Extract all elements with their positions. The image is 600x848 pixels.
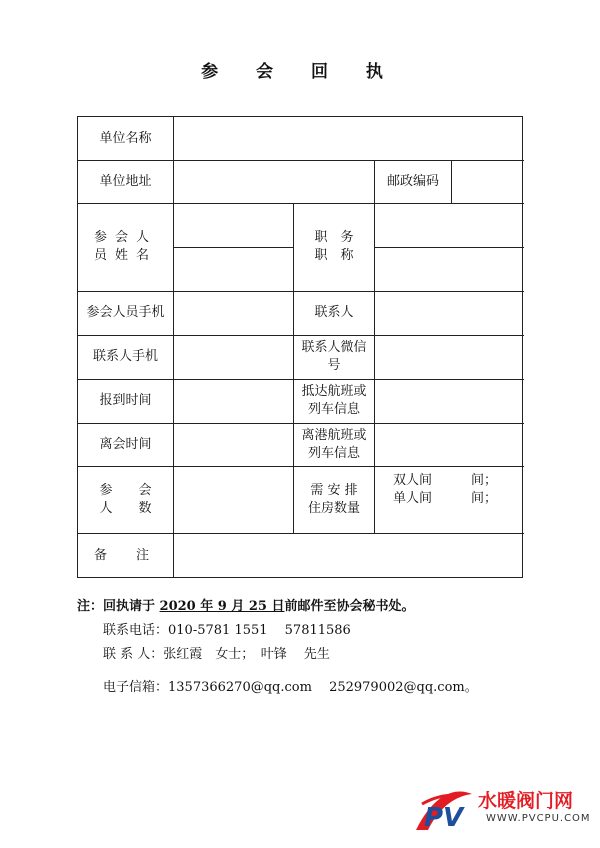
watermark-brand: 水暖阀门网 (478, 790, 574, 812)
room-count-field[interactable] (375, 466, 524, 514)
contact-wechat-label (294, 335, 374, 379)
contact-person-label: 联系人 (314, 305, 354, 320)
phone-label: 联系电话： (103, 623, 169, 638)
attendee-name-label-line1: 参会人 (93, 230, 157, 245)
contact-phone-label: 联系人手机 (92, 349, 158, 364)
arrival-time-label: 报到时间 (99, 393, 152, 408)
contact-wechat-field[interactable] (375, 335, 524, 379)
note-contact-line (103, 646, 330, 664)
note-phone-line (103, 622, 351, 640)
attendee-name-label-line2: 员姓名 (93, 248, 157, 263)
logo-letters: PV (424, 803, 464, 833)
attendee-name-field-1[interactable] (174, 203, 293, 247)
single-room-text: 单人间 间； (393, 491, 498, 506)
unit-name-label: 单位名称 (99, 130, 152, 146)
pv-logo-icon (396, 780, 476, 840)
arrival-time-field[interactable] (174, 379, 293, 423)
postcode-label: 邮政编码 (386, 173, 439, 189)
position-label (294, 203, 374, 291)
note-deadline-line (77, 598, 415, 616)
phone-values: 010-5781 1551 57811586 (168, 623, 351, 638)
unit-name-field[interactable] (174, 117, 524, 160)
room-need-label-line2: 住房数量 (307, 500, 360, 516)
attendee-name-field-2[interactable] (174, 248, 293, 291)
attendee-count-label (78, 466, 173, 533)
departure-info-label-line2: 列车信息 (307, 445, 360, 461)
arrival-info-label-line2: 列车信息 (307, 402, 360, 417)
watermark-url: WWW.PVCPU.COM (486, 813, 591, 824)
note-email-line (103, 679, 478, 697)
page-title: 参 会 回 执 (201, 62, 399, 82)
attendee-count-label-line1: 参 会 (99, 482, 152, 498)
remarks-label: 备 注 (93, 547, 157, 563)
attendee-phone-field[interactable] (174, 291, 293, 335)
departure-info-field[interactable] (375, 423, 524, 466)
postcode-field[interactable] (452, 160, 524, 203)
departure-info-label-line1: 离港航班或 (301, 427, 367, 443)
note-text-b: 前邮件至协会秘书处。 (284, 599, 415, 614)
email-label: 电子信箱： (103, 680, 169, 695)
contact-wechat-label-line2: 号 (327, 358, 341, 373)
double-room-text: 双人间 间； (393, 473, 498, 488)
room-need-label (294, 466, 374, 533)
attendee-count-label-line2: 人 数 (99, 500, 152, 516)
remarks-field[interactable] (174, 534, 524, 577)
departure-time-label: 离会时间 (99, 436, 152, 452)
contact-person-field[interactable] (375, 291, 524, 335)
room-need-label-line1: 需 安 排 (310, 482, 358, 498)
unit-address-field[interactable] (174, 160, 374, 203)
position-field-2[interactable] (375, 248, 524, 291)
arrival-info-field[interactable] (375, 379, 524, 423)
arrival-info-label (294, 379, 374, 423)
attendee-phone-label: 参会人员手机 (86, 305, 165, 320)
attendee-name-label (78, 203, 173, 291)
note-text-a: 回执请于 (103, 599, 160, 614)
email-values: 1357366270@qq.com 252979002@qq.com。 (168, 680, 478, 695)
contact-wechat-label-line1: 联系人微信 (301, 340, 367, 355)
position-label-line2: 职 称 (314, 248, 354, 263)
note-prefix: 注： (77, 599, 104, 614)
contact-values: 张红霞 女士； 叶锋 先生 (163, 647, 330, 662)
departure-time-field[interactable] (174, 423, 293, 466)
registration-form-table (77, 116, 523, 578)
unit-address-label: 单位地址 (99, 173, 152, 189)
attendee-count-field[interactable] (174, 466, 293, 533)
contact-label: 联 系 人： (103, 647, 164, 662)
position-label-line1: 职 务 (314, 230, 354, 245)
note-deadline-date: 2020 年 9 月 25 日 (159, 599, 285, 614)
contact-phone-field[interactable] (174, 335, 293, 379)
departure-info-label (294, 423, 374, 466)
watermark (390, 780, 590, 840)
arrival-info-label-line1: 抵达航班或 (301, 384, 367, 399)
position-field-1[interactable] (375, 203, 524, 247)
